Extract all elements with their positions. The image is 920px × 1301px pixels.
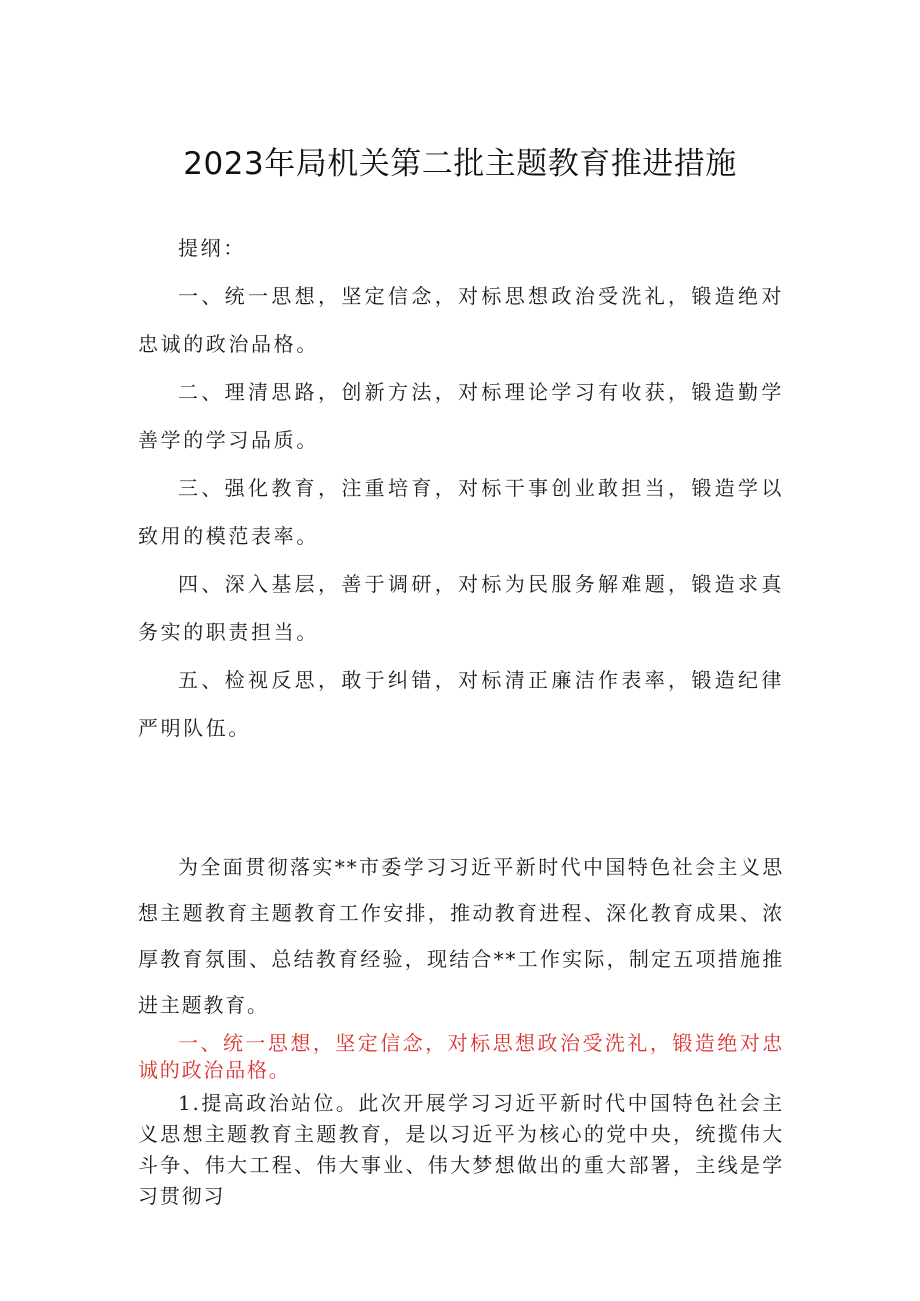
- outline-item: 五、检视反思，敢于纠错，对标清正廉洁作表率，锻造纪律严明队伍。: [138, 668, 784, 740]
- outline-item: 四、深入基层，善于调研，对标为民服务解难题，锻造求真务实的职责担当。: [138, 572, 784, 644]
- section-paragraph: 1.提高政治站位。此次开展学习习近平新时代中国特色社会主义思想主题教育主题教育，是以习近平为核心的党中央，统揽伟大斗争、伟大工程、伟大事业、伟大梦想做出的重大部署，主线是学习贯彻习: [138, 1091, 784, 1208]
- outline-item: 三、强化教育，注重培育，对标干事创业敢担当，锻造学以致用的模范表率。: [138, 476, 784, 548]
- document-body: [138, 844, 784, 1212]
- document-title: 2023年局机关第二批主题教育推进措施: [183, 146, 737, 182]
- section-heading: 一、统一思想，坚定信念，对标思想政治受洗礼，锻造绝对忠诚的政治品格。: [138, 1031, 784, 1082]
- intro-paragraph: 为全面贯彻落实**市委学习习近平新时代中国特色社会主义思想主题教育主题教育工作安排，推动教育进程、深化教育成果、浓厚教育氛围、总结教育经验，现结合**工作实际，制定五项措施推进主题教育。: [138, 855, 784, 1017]
- outline-section: [138, 224, 784, 752]
- outline-item: 一、统一思想，坚定信念，对标思想政治受洗礼，锻造绝对忠诚的政治品格。: [138, 284, 784, 356]
- outline-label: 提纲：: [178, 236, 246, 260]
- outline-item: 二、理清思路，创新方法，对标理论学习有收获，锻造勤学善学的学习品质。: [138, 380, 784, 452]
